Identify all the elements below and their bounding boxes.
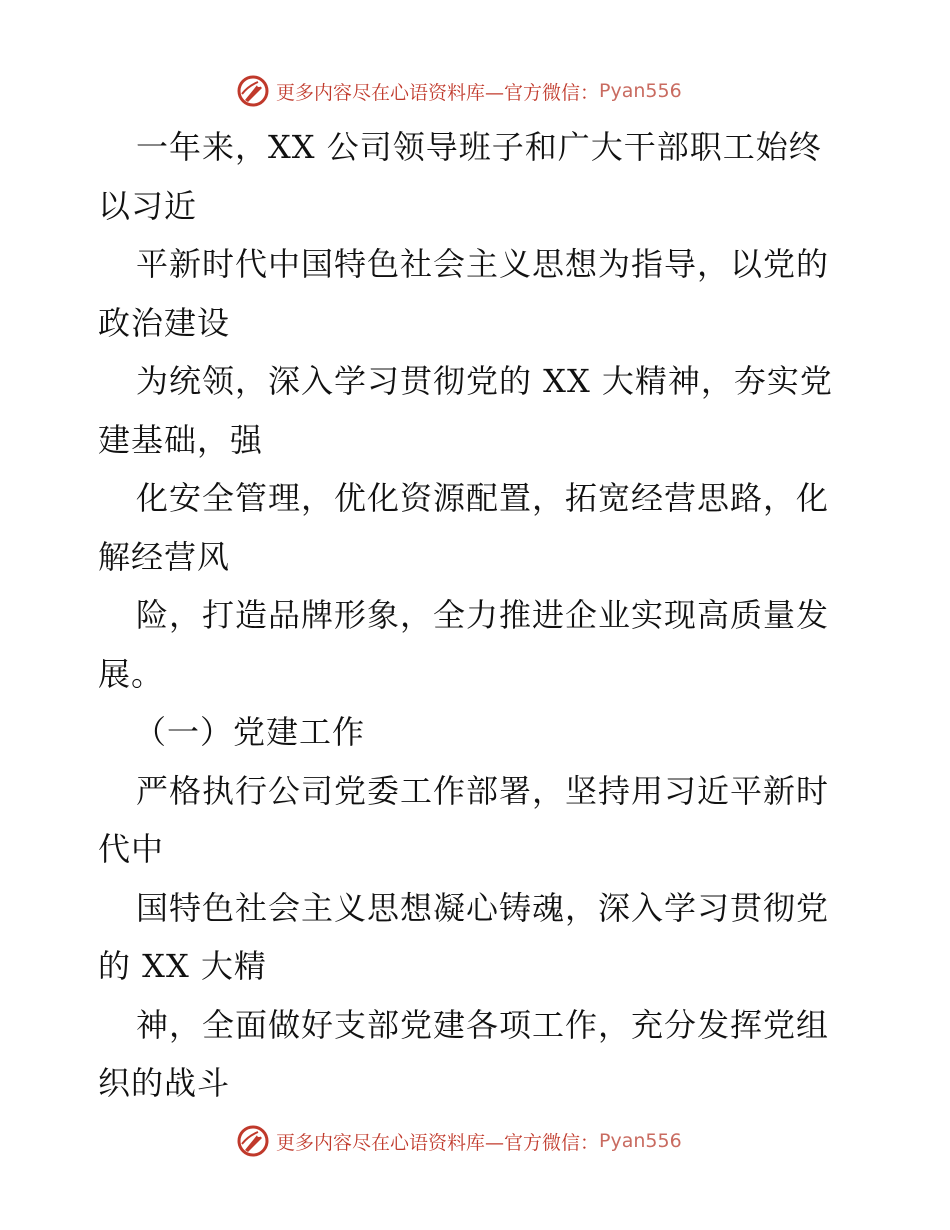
body-line: 解经营风 bbox=[98, 537, 231, 576]
header-banner bbox=[236, 74, 682, 108]
body-line: 国特色社会主义思想凝心铸魂，深入学习贯彻党 bbox=[136, 888, 830, 927]
pen-nib-logo-icon bbox=[236, 74, 270, 108]
body-line: 展。 bbox=[98, 654, 165, 693]
pen-nib-logo-icon bbox=[236, 1124, 270, 1158]
body-line: 的 XX 大精 bbox=[98, 947, 267, 985]
body-line: 织的战斗 bbox=[98, 1064, 231, 1102]
body-line: 为统领，深入学习贯彻党的 XX 大精神，夯实党 bbox=[136, 362, 833, 400]
body-line: 严格执行公司党委工作部署，坚持用习近平新时 bbox=[136, 771, 830, 810]
body-line: 代中 bbox=[98, 830, 165, 868]
document-body bbox=[98, 118, 858, 1113]
body-line: 神，全面做好支部党建各项工作，充分发挥党组 bbox=[136, 1005, 830, 1044]
footer-banner-text: 更多内容尽在心语资料库—官方微信： bbox=[276, 1131, 600, 1154]
section-heading: （一）党建工作 bbox=[134, 713, 366, 751]
body-line: 以习近 bbox=[98, 186, 198, 225]
body-line: 一年来，XX 公司领导班子和广大干部职工始终 bbox=[136, 128, 822, 166]
body-line: 政治建设 bbox=[98, 303, 231, 342]
header-wechat-id: Pyan556 bbox=[599, 80, 682, 102]
body-line: 平新时代中国特色社会主义思想为指导，以党的 bbox=[136, 245, 830, 283]
footer-wechat-id: Pyan556 bbox=[599, 1130, 682, 1152]
footer-banner bbox=[236, 1124, 682, 1158]
body-line: 险，打造品牌形象，全力推进企业实现高质量发 bbox=[136, 596, 830, 634]
body-line: 建基础，强 bbox=[98, 420, 264, 459]
header-banner-text: 更多内容尽在心语资料库—官方微信： bbox=[276, 81, 600, 104]
body-line: 化安全管理，优化资源配置，拓宽经营思路，化 bbox=[136, 479, 830, 517]
